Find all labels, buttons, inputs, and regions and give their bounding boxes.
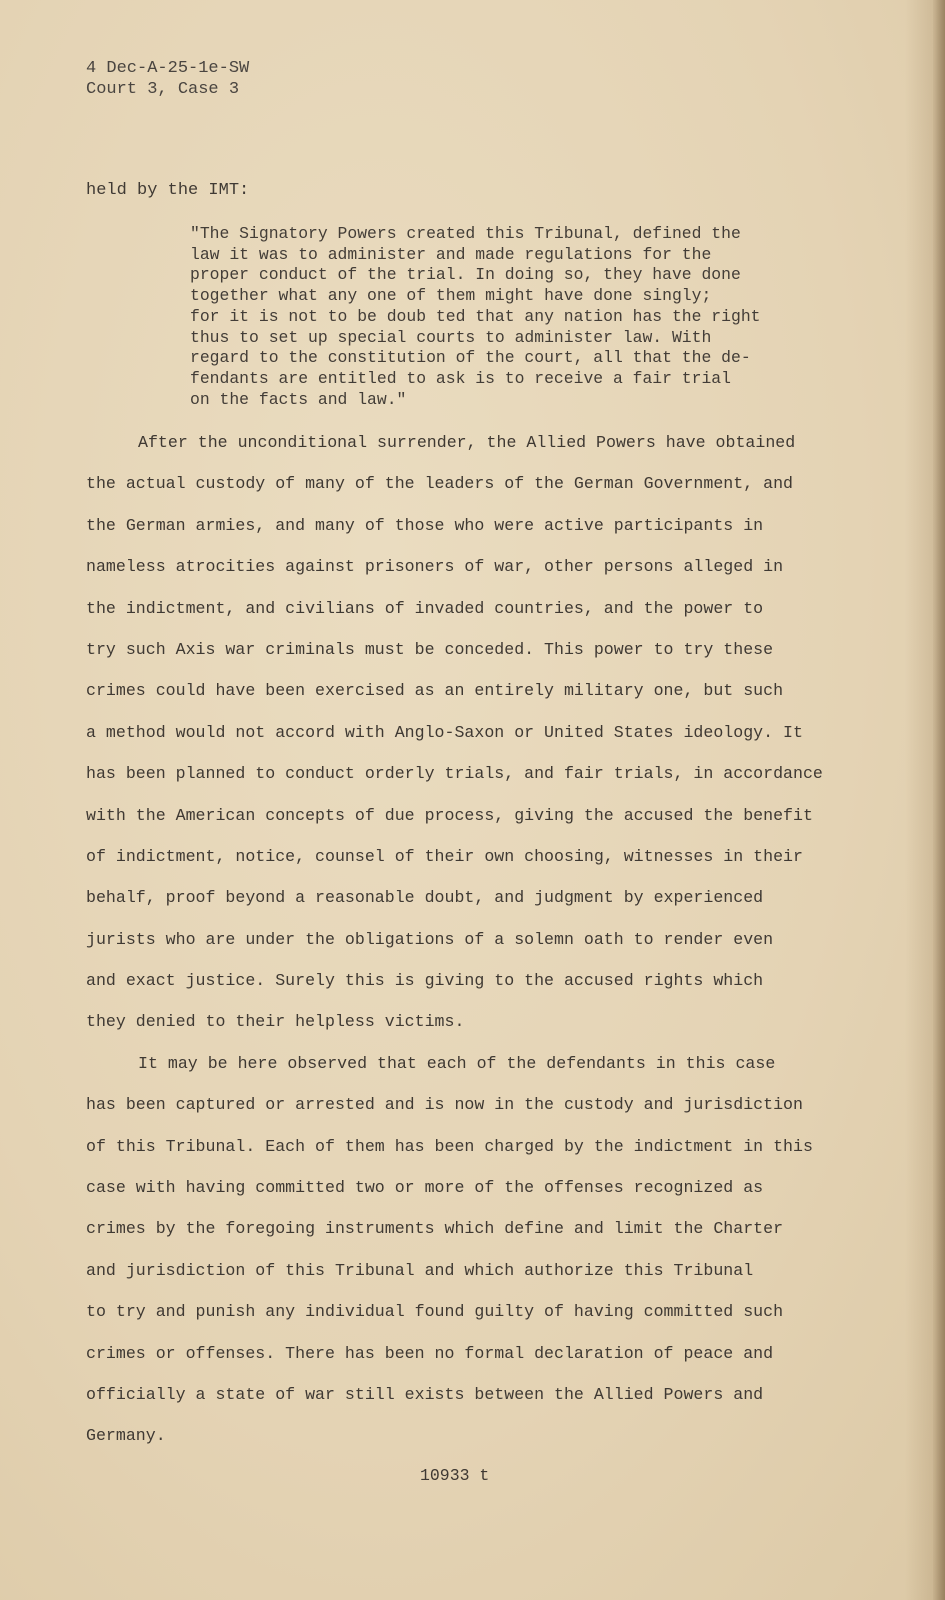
body-line: and jurisdiction of this Tribunal and which authorize this Tribunal bbox=[86, 1260, 754, 1280]
body-line: they denied to their helpless victims. bbox=[86, 1012, 465, 1032]
body-line: the indictment, and civilians of invaded countries, and the power to bbox=[86, 598, 764, 618]
body-line: It may be here observed that each of the defendants in this case bbox=[138, 1053, 776, 1073]
body-line: jurists who are under the obligations of a solemn oath to render even bbox=[86, 929, 774, 949]
quote-line: for it is not to be doub ted that any nation has the right bbox=[190, 306, 761, 326]
quote-line: together what any one of them might have done singly; bbox=[190, 286, 712, 306]
body-line: After the unconditional surrender, the Allied Powers have obtained bbox=[138, 433, 796, 452]
body-line: behalf, proof beyond a reasonable doubt, and judgment by experienced bbox=[86, 888, 764, 908]
body-line: and exact justice. Surely this is giving to the accused rights which bbox=[86, 971, 764, 991]
document-header bbox=[86, 58, 249, 100]
body-line: a method would not accord with Anglo-Saxon or United States ideology. It bbox=[86, 722, 803, 742]
body-line: crimes or offenses. There has been no formal declaration of peace and bbox=[86, 1343, 774, 1363]
body-line: crimes by the foregoing instruments which define and limit the Charter bbox=[86, 1219, 784, 1239]
quote-line: proper conduct of the trial. In doing so, they have done bbox=[190, 265, 741, 285]
body-line: the actual custody of many of the leaders of the German Government, and bbox=[86, 474, 794, 494]
body-text bbox=[86, 432, 823, 1467]
body-line: with the American concepts of due process, giving the accused the benefit bbox=[86, 805, 813, 825]
quote-line: law it was to administer and made regulations for the bbox=[190, 244, 712, 264]
body-line: officially a state of war still exists between the Allied Powers and bbox=[86, 1384, 764, 1404]
page-number: 10933 t bbox=[420, 1466, 490, 1485]
body-line: of this Tribunal. Each of them has been charged by the indictment in this bbox=[86, 1136, 813, 1156]
body-line: Germany. bbox=[86, 1426, 166, 1446]
body-line: to try and punish any individual found guilty of having committed such bbox=[86, 1302, 784, 1322]
body-line: has been planned to conduct orderly trials, and fair trials, in accordance bbox=[86, 764, 823, 784]
body-line: case with having committed two or more of the offenses recognized as bbox=[86, 1178, 764, 1198]
body-line: crimes could have been exercised as an entirely military one, but such bbox=[86, 681, 784, 701]
header-court-case: Court 3, Case 3 bbox=[86, 80, 240, 99]
body-line: nameless atrocities against prisoners of war, other persons alleged in bbox=[86, 557, 784, 577]
quote-line: fendants are entitled to ask is to receive a fair trial bbox=[190, 368, 731, 388]
quote-line: thus to set up special courts to administer law. With bbox=[190, 327, 712, 347]
header-reference: 4 Dec-A-25-1e-SW bbox=[86, 59, 250, 78]
quote-line: regard to the constitution of the court, all that the de- bbox=[190, 348, 751, 368]
quote-line: "The Signatory Powers created this Tribunal, defined the bbox=[190, 224, 741, 243]
lead-in-text: held by the IMT: bbox=[86, 181, 250, 200]
body-line: try such Axis war criminals must be conceded. This power to try these bbox=[86, 639, 774, 659]
block-quote bbox=[190, 224, 761, 410]
body-line: of indictment, notice, counsel of their own choosing, witnesses in their bbox=[86, 846, 803, 866]
page-edge-shadow bbox=[933, 0, 945, 1600]
body-line: has been captured or arrested and is now in the custody and jurisdiction bbox=[86, 1095, 803, 1115]
quote-line: on the facts and law." bbox=[190, 389, 407, 409]
body-line: the German armies, and many of those who were active participants in bbox=[86, 515, 764, 535]
